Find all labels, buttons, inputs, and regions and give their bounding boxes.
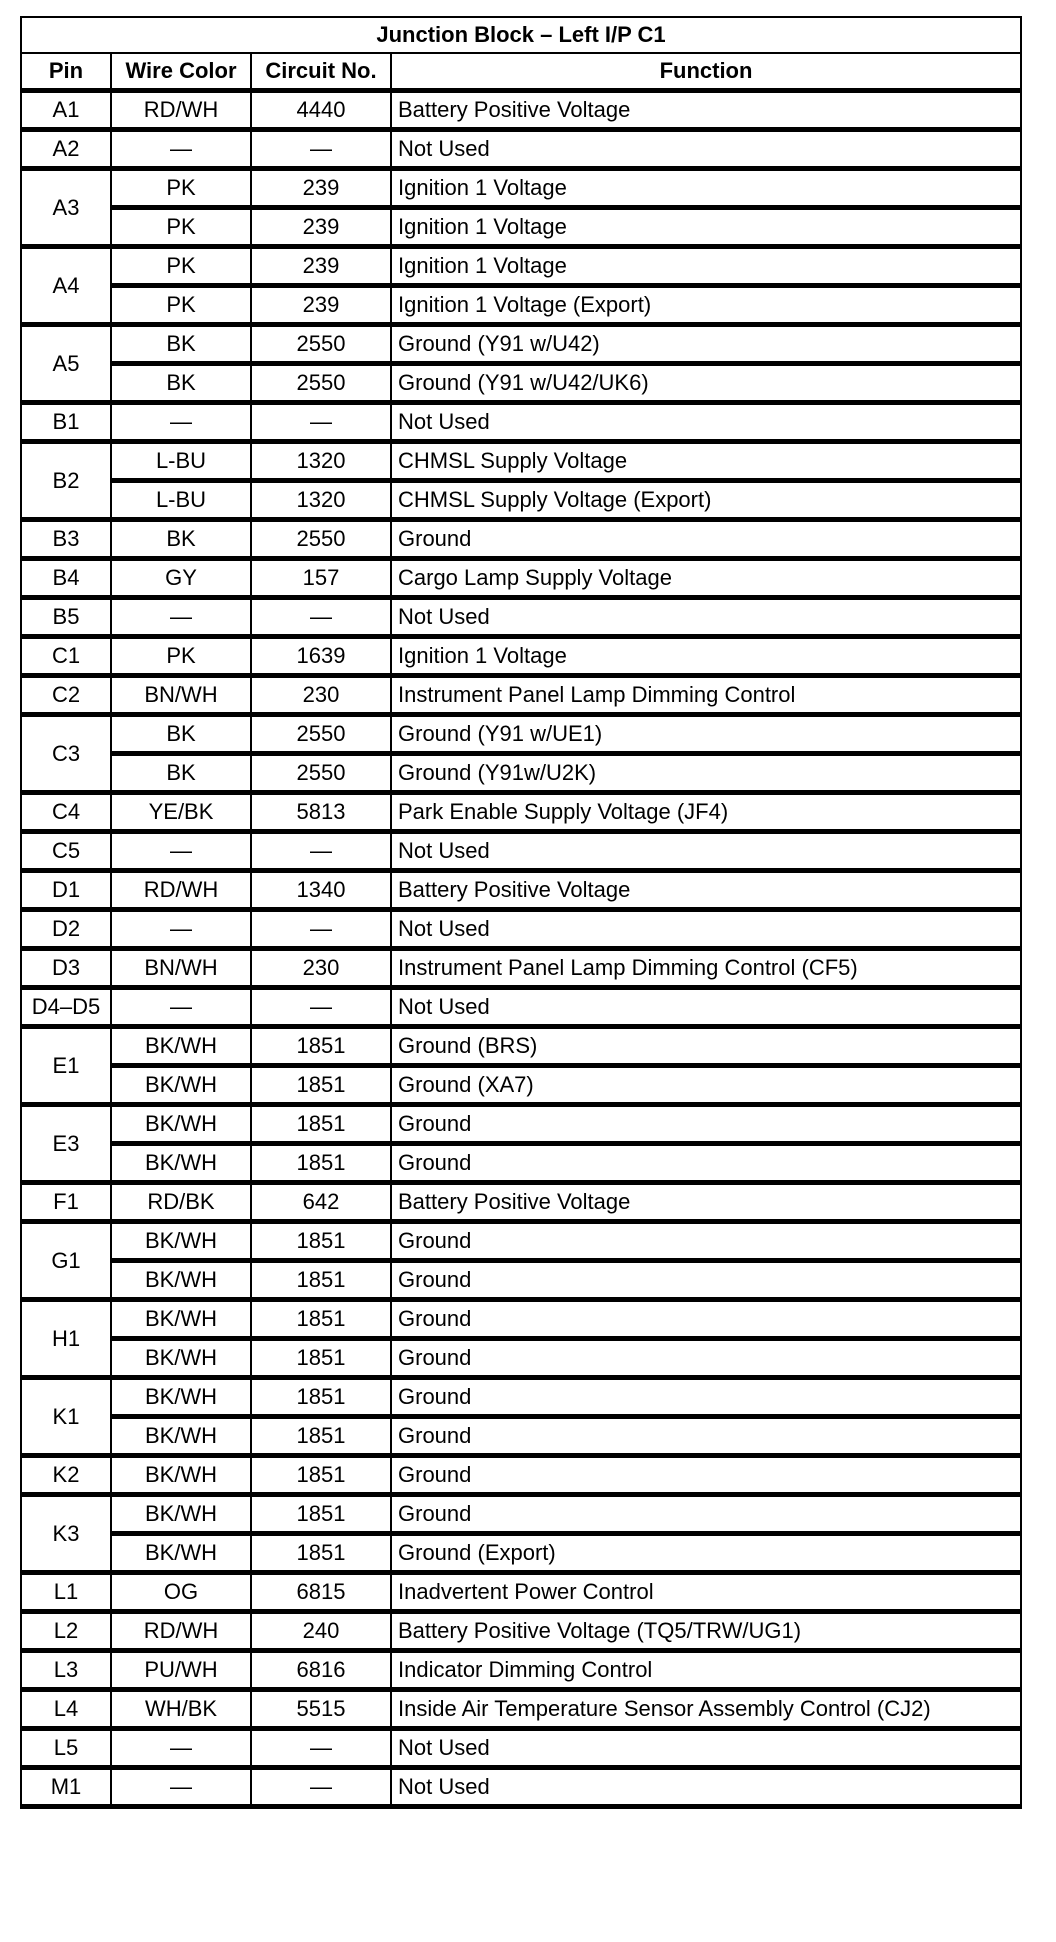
table-header-row xyxy=(21,53,1021,91)
circuit-no-cell: 1639 xyxy=(251,637,391,676)
pin-cell: D3 xyxy=(21,949,111,988)
wire-color-cell: BK/WH xyxy=(111,1417,251,1456)
table-row xyxy=(21,559,1021,598)
pin-cell: B2 xyxy=(21,442,111,520)
connector-pinout-table xyxy=(20,16,1022,1809)
function-cell: Ignition 1 Voltage xyxy=(391,208,1021,247)
function-cell: Not Used xyxy=(391,910,1021,949)
function-cell: Not Used xyxy=(391,988,1021,1027)
pin-cell: C3 xyxy=(21,715,111,793)
circuit-no-cell: 6815 xyxy=(251,1573,391,1612)
function-cell: Ground xyxy=(391,1300,1021,1339)
function-cell: Ground xyxy=(391,1144,1021,1183)
circuit-no-cell: 2550 xyxy=(251,754,391,793)
table-row xyxy=(21,1768,1021,1807)
wire-color-cell: BK xyxy=(111,325,251,364)
circuit-no-cell: — xyxy=(251,832,391,871)
circuit-no-cell: 2550 xyxy=(251,715,391,754)
table-row xyxy=(21,130,1021,169)
pin-cell: E1 xyxy=(21,1027,111,1105)
function-cell: Ground xyxy=(391,1378,1021,1417)
circuit-no-cell: 1851 xyxy=(251,1456,391,1495)
table-row xyxy=(21,208,1021,247)
wire-color-cell: BK/WH xyxy=(111,1339,251,1378)
table-row xyxy=(21,1690,1021,1729)
pin-cell: L1 xyxy=(21,1573,111,1612)
wire-color-cell: BK xyxy=(111,754,251,793)
circuit-no-cell: — xyxy=(251,988,391,1027)
table-row xyxy=(21,1651,1021,1690)
function-cell: Not Used xyxy=(391,598,1021,637)
wire-color-cell: — xyxy=(111,832,251,871)
circuit-no-cell: 1320 xyxy=(251,481,391,520)
wire-color-cell: GY xyxy=(111,559,251,598)
table-row xyxy=(21,832,1021,871)
circuit-no-cell: 1340 xyxy=(251,871,391,910)
wire-color-cell: BK xyxy=(111,715,251,754)
circuit-no-cell: — xyxy=(251,130,391,169)
circuit-no-cell: 1320 xyxy=(251,442,391,481)
table-row xyxy=(21,1417,1021,1456)
function-cell: Battery Positive Voltage xyxy=(391,1183,1021,1222)
circuit-no-cell: 1851 xyxy=(251,1261,391,1300)
wire-color-cell: — xyxy=(111,130,251,169)
pin-cell: C2 xyxy=(21,676,111,715)
table-row xyxy=(21,325,1021,364)
pin-cell: G1 xyxy=(21,1222,111,1300)
wire-color-cell: — xyxy=(111,1768,251,1807)
pin-cell: L2 xyxy=(21,1612,111,1651)
wire-color-cell: BK/WH xyxy=(111,1144,251,1183)
wire-color-cell: BK/WH xyxy=(111,1456,251,1495)
wire-color-cell: BK/WH xyxy=(111,1105,251,1144)
circuit-no-cell: — xyxy=(251,1768,391,1807)
function-cell: Ignition 1 Voltage xyxy=(391,169,1021,208)
wire-color-cell: PU/WH xyxy=(111,1651,251,1690)
table-row xyxy=(21,442,1021,481)
function-cell: Park Enable Supply Voltage (JF4) xyxy=(391,793,1021,832)
wire-color-cell: BK/WH xyxy=(111,1066,251,1105)
header-circuit-no: Circuit No. xyxy=(251,53,391,91)
function-cell: Battery Positive Voltage xyxy=(391,91,1021,130)
circuit-no-cell: 230 xyxy=(251,949,391,988)
function-cell: Ground (Export) xyxy=(391,1534,1021,1573)
function-cell: Ground (Y91 w/U42) xyxy=(391,325,1021,364)
wire-color-cell: BK/WH xyxy=(111,1534,251,1573)
function-cell: Inside Air Temperature Sensor Assembly Control (CJ2) xyxy=(391,1690,1021,1729)
function-cell: Ground xyxy=(391,1417,1021,1456)
table-body xyxy=(21,91,1021,1807)
wire-color-cell: BK/WH xyxy=(111,1300,251,1339)
function-cell: Ground (Y91 w/U42/UK6) xyxy=(391,364,1021,403)
function-cell: Not Used xyxy=(391,1768,1021,1807)
function-cell: Battery Positive Voltage (TQ5/TRW/UG1) xyxy=(391,1612,1021,1651)
function-cell: Not Used xyxy=(391,832,1021,871)
wire-color-cell: — xyxy=(111,988,251,1027)
function-cell: Ignition 1 Voltage xyxy=(391,247,1021,286)
circuit-no-cell: 1851 xyxy=(251,1339,391,1378)
wire-color-cell: BN/WH xyxy=(111,676,251,715)
function-cell: Ignition 1 Voltage xyxy=(391,637,1021,676)
function-cell: Ground (BRS) xyxy=(391,1027,1021,1066)
table-row xyxy=(21,169,1021,208)
function-cell: CHMSL Supply Voltage xyxy=(391,442,1021,481)
wire-color-cell: — xyxy=(111,598,251,637)
function-cell: Ground (XA7) xyxy=(391,1066,1021,1105)
circuit-no-cell: 2550 xyxy=(251,325,391,364)
wire-color-cell: PK xyxy=(111,208,251,247)
table-row xyxy=(21,910,1021,949)
table-row xyxy=(21,1612,1021,1651)
wire-color-cell: RD/WH xyxy=(111,1612,251,1651)
wire-color-cell: PK xyxy=(111,637,251,676)
function-cell: Battery Positive Voltage xyxy=(391,871,1021,910)
circuit-no-cell: — xyxy=(251,403,391,442)
function-cell: Ground (Y91 w/UE1) xyxy=(391,715,1021,754)
wire-color-cell: BK/WH xyxy=(111,1222,251,1261)
function-cell: Ground xyxy=(391,1339,1021,1378)
circuit-no-cell: 1851 xyxy=(251,1417,391,1456)
circuit-no-cell: 1851 xyxy=(251,1495,391,1534)
circuit-no-cell: 1851 xyxy=(251,1378,391,1417)
circuit-no-cell: 1851 xyxy=(251,1027,391,1066)
wire-color-cell: BK/WH xyxy=(111,1495,251,1534)
function-cell: Ground xyxy=(391,1222,1021,1261)
pin-cell: L3 xyxy=(21,1651,111,1690)
circuit-no-cell: 2550 xyxy=(251,520,391,559)
table-row xyxy=(21,1495,1021,1534)
circuit-no-cell: 2550 xyxy=(251,364,391,403)
circuit-no-cell: 5813 xyxy=(251,793,391,832)
pin-cell: A4 xyxy=(21,247,111,325)
circuit-no-cell: 240 xyxy=(251,1612,391,1651)
table-row xyxy=(21,988,1021,1027)
table-row xyxy=(21,520,1021,559)
pin-cell: C5 xyxy=(21,832,111,871)
pin-cell: A1 xyxy=(21,91,111,130)
wire-color-cell: RD/BK xyxy=(111,1183,251,1222)
pin-cell: K3 xyxy=(21,1495,111,1573)
table-title: Junction Block – Left I/P C1 xyxy=(21,17,1021,53)
function-cell: Ground (Y91w/U2K) xyxy=(391,754,1021,793)
table-row xyxy=(21,793,1021,832)
function-cell: Ground xyxy=(391,1261,1021,1300)
circuit-no-cell: 239 xyxy=(251,286,391,325)
circuit-no-cell: 230 xyxy=(251,676,391,715)
pin-cell: B3 xyxy=(21,520,111,559)
wire-color-cell: — xyxy=(111,403,251,442)
pin-cell: L4 xyxy=(21,1690,111,1729)
function-cell: Ground xyxy=(391,520,1021,559)
wire-color-cell: OG xyxy=(111,1573,251,1612)
table-row xyxy=(21,1105,1021,1144)
function-cell: Ground xyxy=(391,1456,1021,1495)
function-cell: CHMSL Supply Voltage (Export) xyxy=(391,481,1021,520)
table-row xyxy=(21,1534,1021,1573)
table-row xyxy=(21,949,1021,988)
table-row xyxy=(21,676,1021,715)
function-cell: Ground xyxy=(391,1105,1021,1144)
pin-cell: D4–D5 xyxy=(21,988,111,1027)
wire-color-cell: L-BU xyxy=(111,481,251,520)
function-cell: Not Used xyxy=(391,130,1021,169)
pin-cell: B4 xyxy=(21,559,111,598)
function-cell: Cargo Lamp Supply Voltage xyxy=(391,559,1021,598)
table-row xyxy=(21,1183,1021,1222)
pin-cell: L5 xyxy=(21,1729,111,1768)
pin-cell: K1 xyxy=(21,1378,111,1456)
table-row xyxy=(21,598,1021,637)
pin-cell: D2 xyxy=(21,910,111,949)
circuit-no-cell: 1851 xyxy=(251,1222,391,1261)
table-row xyxy=(21,754,1021,793)
wire-color-cell: PK xyxy=(111,286,251,325)
wire-color-cell: BK/WH xyxy=(111,1261,251,1300)
wire-color-cell: RD/WH xyxy=(111,871,251,910)
wire-color-cell: PK xyxy=(111,169,251,208)
wire-color-cell: YE/BK xyxy=(111,793,251,832)
pin-cell: A3 xyxy=(21,169,111,247)
table-row xyxy=(21,871,1021,910)
wire-color-cell: WH/BK xyxy=(111,1690,251,1729)
table-row xyxy=(21,286,1021,325)
table-row xyxy=(21,715,1021,754)
wire-color-cell: BK/WH xyxy=(111,1027,251,1066)
circuit-no-cell: 239 xyxy=(251,169,391,208)
table-row xyxy=(21,1222,1021,1261)
function-cell: Instrument Panel Lamp Dimming Control (CF5) xyxy=(391,949,1021,988)
table-row xyxy=(21,481,1021,520)
table-row xyxy=(21,1300,1021,1339)
pin-cell: B5 xyxy=(21,598,111,637)
function-cell: Ground xyxy=(391,1495,1021,1534)
circuit-no-cell: — xyxy=(251,1729,391,1768)
pin-cell: A5 xyxy=(21,325,111,403)
function-cell: Ignition 1 Voltage (Export) xyxy=(391,286,1021,325)
wire-color-cell: RD/WH xyxy=(111,91,251,130)
pin-cell: C4 xyxy=(21,793,111,832)
function-cell: Indicator Dimming Control xyxy=(391,1651,1021,1690)
pin-cell: M1 xyxy=(21,1768,111,1807)
table-row xyxy=(21,247,1021,286)
circuit-no-cell: 239 xyxy=(251,247,391,286)
wire-color-cell: PK xyxy=(111,247,251,286)
table-row xyxy=(21,1729,1021,1768)
wire-color-cell: — xyxy=(111,910,251,949)
function-cell: Inadvertent Power Control xyxy=(391,1573,1021,1612)
connector-table-sheet xyxy=(20,16,1020,1809)
function-cell: Instrument Panel Lamp Dimming Control xyxy=(391,676,1021,715)
circuit-no-cell: 1851 xyxy=(251,1534,391,1573)
pin-cell: B1 xyxy=(21,403,111,442)
wire-color-cell: BN/WH xyxy=(111,949,251,988)
circuit-no-cell: 239 xyxy=(251,208,391,247)
header-function: Function xyxy=(391,53,1021,91)
function-cell: Not Used xyxy=(391,1729,1021,1768)
wire-color-cell: L-BU xyxy=(111,442,251,481)
table-row xyxy=(21,1456,1021,1495)
function-cell: Not Used xyxy=(391,403,1021,442)
pin-cell: E3 xyxy=(21,1105,111,1183)
table-row xyxy=(21,1144,1021,1183)
pin-cell: C1 xyxy=(21,637,111,676)
wire-color-cell: BK/WH xyxy=(111,1378,251,1417)
circuit-no-cell: 1851 xyxy=(251,1105,391,1144)
circuit-no-cell: 1851 xyxy=(251,1300,391,1339)
table-row xyxy=(21,1027,1021,1066)
table-row xyxy=(21,1066,1021,1105)
circuit-no-cell: 642 xyxy=(251,1183,391,1222)
pin-cell: H1 xyxy=(21,1300,111,1378)
pin-cell: F1 xyxy=(21,1183,111,1222)
pin-cell: D1 xyxy=(21,871,111,910)
table-row xyxy=(21,403,1021,442)
pin-cell: K2 xyxy=(21,1456,111,1495)
circuit-no-cell: — xyxy=(251,598,391,637)
table-row xyxy=(21,1261,1021,1300)
wire-color-cell: — xyxy=(111,1729,251,1768)
table-row xyxy=(21,364,1021,403)
circuit-no-cell: 157 xyxy=(251,559,391,598)
header-wire-color: Wire Color xyxy=(111,53,251,91)
table-title-row xyxy=(21,17,1021,53)
header-pin: Pin xyxy=(21,53,111,91)
circuit-no-cell: 1851 xyxy=(251,1144,391,1183)
wire-color-cell: BK xyxy=(111,364,251,403)
circuit-no-cell: 1851 xyxy=(251,1066,391,1105)
pin-cell: A2 xyxy=(21,130,111,169)
circuit-no-cell: 5515 xyxy=(251,1690,391,1729)
table-row xyxy=(21,637,1021,676)
table-row xyxy=(21,1378,1021,1417)
table-row xyxy=(21,91,1021,130)
table-row xyxy=(21,1339,1021,1378)
circuit-no-cell: 4440 xyxy=(251,91,391,130)
wire-color-cell: BK xyxy=(111,520,251,559)
table-row xyxy=(21,1573,1021,1612)
circuit-no-cell: 6816 xyxy=(251,1651,391,1690)
circuit-no-cell: — xyxy=(251,910,391,949)
